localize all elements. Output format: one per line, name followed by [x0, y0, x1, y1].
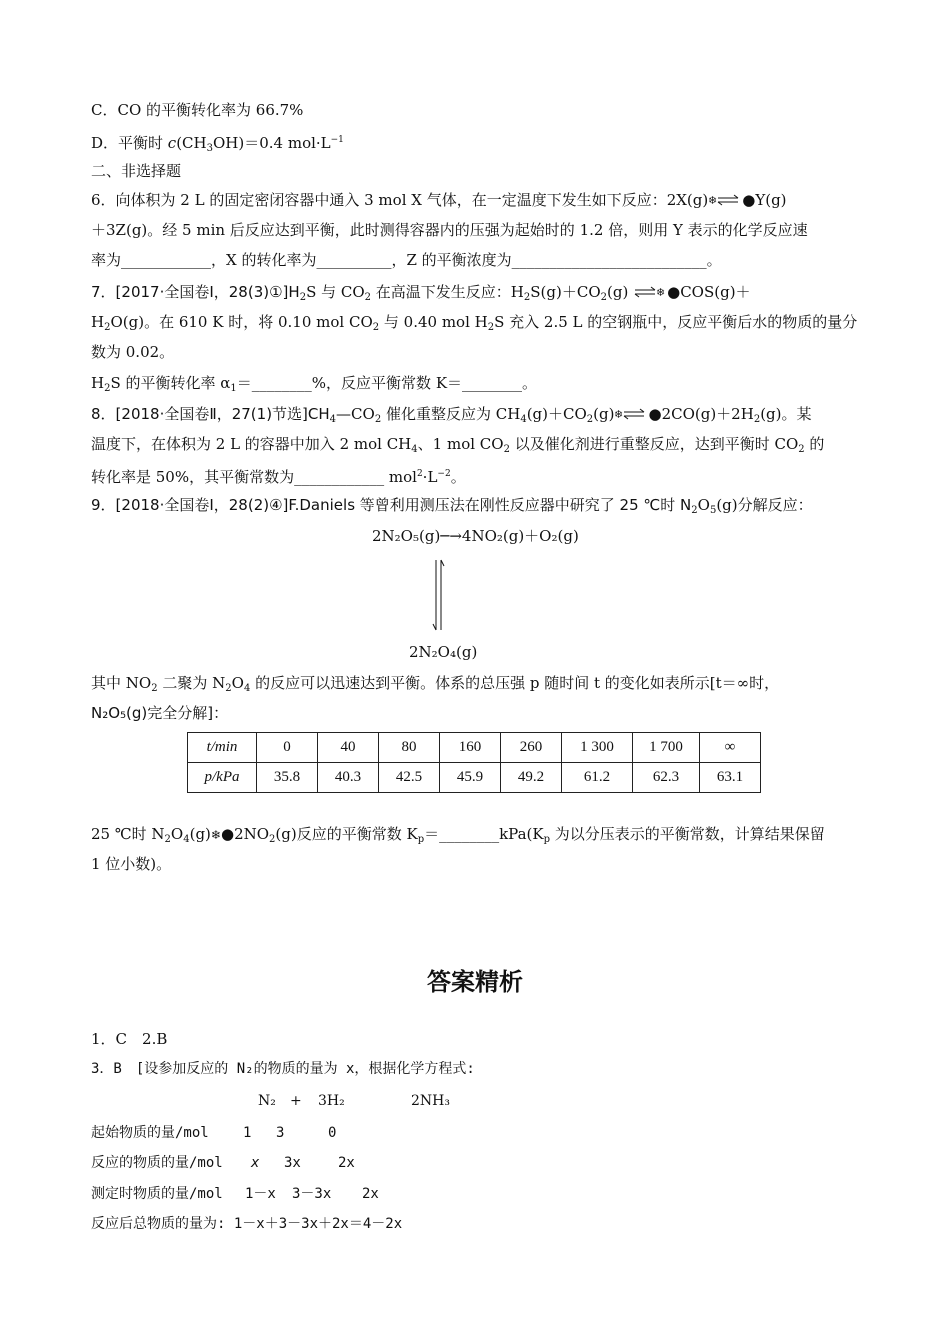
- q7-line-3: 数为 0.02。: [91, 343, 175, 361]
- svg-text:❄: ❄: [656, 286, 666, 298]
- table-cell: 35.8: [257, 763, 318, 793]
- table-row: [188, 733, 761, 763]
- q7-line-1: 7．[2017·全国卷Ⅰ，$28(3)①]H_2S$ 与 $CO_2$ 在高温下发生反应：$H_2S(g)+CO_2(g)$ ❄ ●COS(g)＋: [91, 283, 751, 303]
- equation-nh3: 2NH₃: [411, 1093, 450, 1109]
- q7-line-4: $H_2S$ 的平衡转化率 $\alpha_1=\_\_\_\_\_\_\_\_\%$，反应平衡常数 K＝________。: [91, 374, 538, 394]
- answers-title: 答案精析: [427, 968, 523, 996]
- pressure-table: [187, 732, 761, 793]
- svg-text:❄: ❄: [708, 194, 718, 206]
- section-heading: 二、非选择题: [91, 162, 182, 180]
- row-reacted: 反应的物质的量/mol x 3x 2x: [91, 1155, 355, 1171]
- q8-line-2: 温度下，在体积为 2 L 的容器中加入 2 mol $CH_4$、1 mol $CO_2$ 以及催化剂进行重整反应，达到平衡时 $CO_2$ 的: [91, 435, 825, 455]
- table-cell: 62.3: [633, 763, 700, 793]
- option-c: C．CO 的平衡转化率为 66.7%: [91, 101, 304, 119]
- snowflake-icon: ❄: [210, 828, 221, 842]
- q9-line-1: 9．[2018·全国卷Ⅰ，28(2)④]F.Daniels 等曾利用测压法在刚性反应器中研究了 25 ℃时 $N_2O_5(g)$分解反应：: [91, 496, 813, 516]
- q7-line-2: $H_2O(g)$。在 610 K 时，将 0.10 mol $CO_2$ 与 0.40 mol $H_2S$ 充入 2.5 L 的空钢瓶中，反应平衡后水的物质的量分: [91, 313, 858, 333]
- table-cell: 61.2: [562, 763, 633, 793]
- q9-equation-bottom: 2N₂O₄(g): [409, 643, 478, 661]
- equation-n2: N₂: [258, 1093, 276, 1109]
- table-row: [188, 763, 761, 793]
- bullet-icon: ●: [742, 191, 756, 209]
- q9-equation-top: 2N₂O₅(g)─→4NO₂(g)＋O₂(g): [372, 527, 579, 545]
- q9-line-4: 25 ℃时 $N_2O_4(g)❄●2NO_2(g)$反应的平衡常数 $K_p=\_\_\_\_\_\_\_\_kPa(K_p$ 为以分压表示的平衡常数，计算结果保留: [91, 825, 825, 845]
- table-cell: 260: [501, 733, 562, 763]
- equilibrium-arrow-icon: [708, 194, 742, 206]
- equation-plus: +: [290, 1093, 302, 1109]
- table-cell: 0: [257, 733, 318, 763]
- q9-line-3: N₂O₅(g)完全分解]：: [91, 704, 229, 722]
- table-cell: 160: [440, 733, 501, 763]
- q9-line-5: 1 位小数)。: [91, 855, 172, 873]
- answer-3: 3．B [设参加反应的 N₂的物质的量为 x，根据化学方程式:: [91, 1061, 475, 1077]
- row-total: 反应后总物质的量为: 1－x＋3－3x＋2x＝4－2x: [91, 1216, 403, 1232]
- equilibrium-arrow-icon: [633, 286, 667, 298]
- table-cell: 63.1: [700, 763, 761, 793]
- q6-line-2: ＋3Z(g)。经 5 min 后反应达到平衡，此时测得容器内的压强为起始时的 1.2 倍，则用 Y 表示的化学反应速: [91, 221, 808, 239]
- table-cell: 1 300: [562, 733, 633, 763]
- table-cell: 40.3: [318, 763, 379, 793]
- option-d: D．平衡时 $c(CH_3OH)=0.4$ $mol\cdot L^{-1}$: [91, 134, 344, 154]
- table-cell: ∞: [700, 733, 761, 763]
- table-cell: 49.2: [501, 763, 562, 793]
- table-cell: 80: [379, 733, 440, 763]
- q6-line-3: 率为____________，X 的转化率为__________，Z 的平衡浓度为__________________________。: [91, 251, 722, 269]
- table-cell: 42.5: [379, 763, 440, 793]
- q8-line-1: 8．[2018·全国卷Ⅱ，27(1)节选]$CH_4—CO_2$ 催化重整反应为 $CH_4(g)+CO_2(g)$ ❄ $●2CO(g)+2H_2(g)$。某: [91, 405, 812, 425]
- table-cell: 40: [318, 733, 379, 763]
- q9-line-2: 其中 $NO_2$ 二聚为 $N_2O_4$ 的反应可以迅速达到平衡。体系的总压强 p 随时间 t 的变化如表所示[t＝∞时，: [91, 674, 780, 694]
- answer-1-2: 1．C 2.B: [91, 1030, 168, 1048]
- table-header-p: p/kPa: [188, 763, 257, 793]
- q8-line-3: 转化率是 50%，其平衡常数为____________ $mol^2\cdot L^{-2}$。: [91, 468, 466, 486]
- row-initial: 起始物质的量/mol 1 3 0: [91, 1125, 337, 1141]
- bullet-icon: ●: [648, 405, 662, 423]
- table-header-t: t/min: [188, 733, 257, 763]
- row-measured: 测定时物质的量/mol 1－x 3－3x 2x: [91, 1186, 379, 1202]
- svg-text:❄: ❄: [614, 408, 624, 420]
- bullet-icon: ●: [667, 283, 681, 301]
- table-cell: 45.9: [440, 763, 501, 793]
- q6-line-1: 6．向体积为 2 L 的固定密闭容器中通入 3 mol X 气体，在一定温度下发生如下反应：2X(g) ❄ ●Y(g): [91, 191, 787, 209]
- equation-h2: 3H₂: [318, 1093, 345, 1109]
- vertical-equilibrium-arrow-icon: [432, 558, 446, 632]
- table-cell: 1 700: [633, 733, 700, 763]
- equilibrium-arrow-icon: [614, 408, 648, 420]
- bullet-icon: ●: [220, 825, 235, 843]
